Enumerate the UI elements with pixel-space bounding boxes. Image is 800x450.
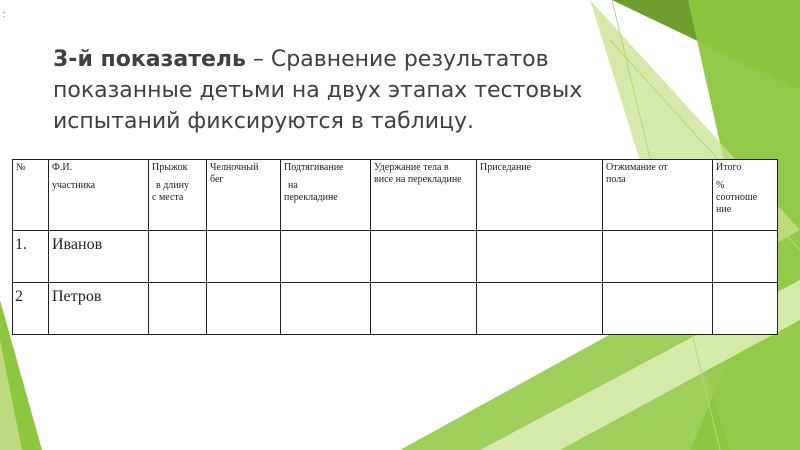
cell-empty [713, 283, 778, 335]
cell-empty [713, 231, 778, 283]
title-bold-part: 3-й показатель [53, 47, 246, 72]
cell-empty [149, 283, 207, 335]
cell-empty [207, 283, 281, 335]
header-bar-hang: Удержание тела в висе на перекладине [371, 160, 477, 231]
cell-empty [281, 231, 371, 283]
header-squats: Приседание [477, 160, 603, 231]
cell-empty [207, 231, 281, 283]
header-shuttle-run: Челночный бег [207, 160, 281, 231]
cell-empty [149, 231, 207, 283]
row-name: Петров [49, 283, 149, 335]
header-long-jump: Прыжок в длину с места [149, 160, 207, 231]
title-rest: – Сравнение результатов показанные детьми на двух этапах тестовых испытаний фиксируются в таблицу. [53, 47, 583, 134]
header-push-ups: Отжимание от пола [603, 160, 713, 231]
cell-empty [371, 283, 477, 335]
header-total: Итого % соотноше ние [713, 160, 778, 231]
header-name: Ф.И. участника [49, 160, 149, 231]
results-table [12, 159, 778, 335]
header-num: № [13, 160, 49, 231]
cell-empty [281, 283, 371, 335]
table-header-row [13, 160, 778, 231]
row-number: 2 [13, 283, 49, 335]
cell-empty [477, 231, 603, 283]
slide-title [53, 44, 613, 137]
header-pull-ups: Подтягивание на перекладине [281, 160, 371, 231]
row-number: 1. [13, 231, 49, 283]
cell-empty [371, 231, 477, 283]
cell-empty [603, 231, 713, 283]
table-row [13, 283, 778, 335]
table-row [13, 231, 778, 283]
corner-mark: : [3, 9, 6, 19]
row-name: Иванов [49, 231, 149, 283]
cell-empty [477, 283, 603, 335]
cell-empty [603, 283, 713, 335]
